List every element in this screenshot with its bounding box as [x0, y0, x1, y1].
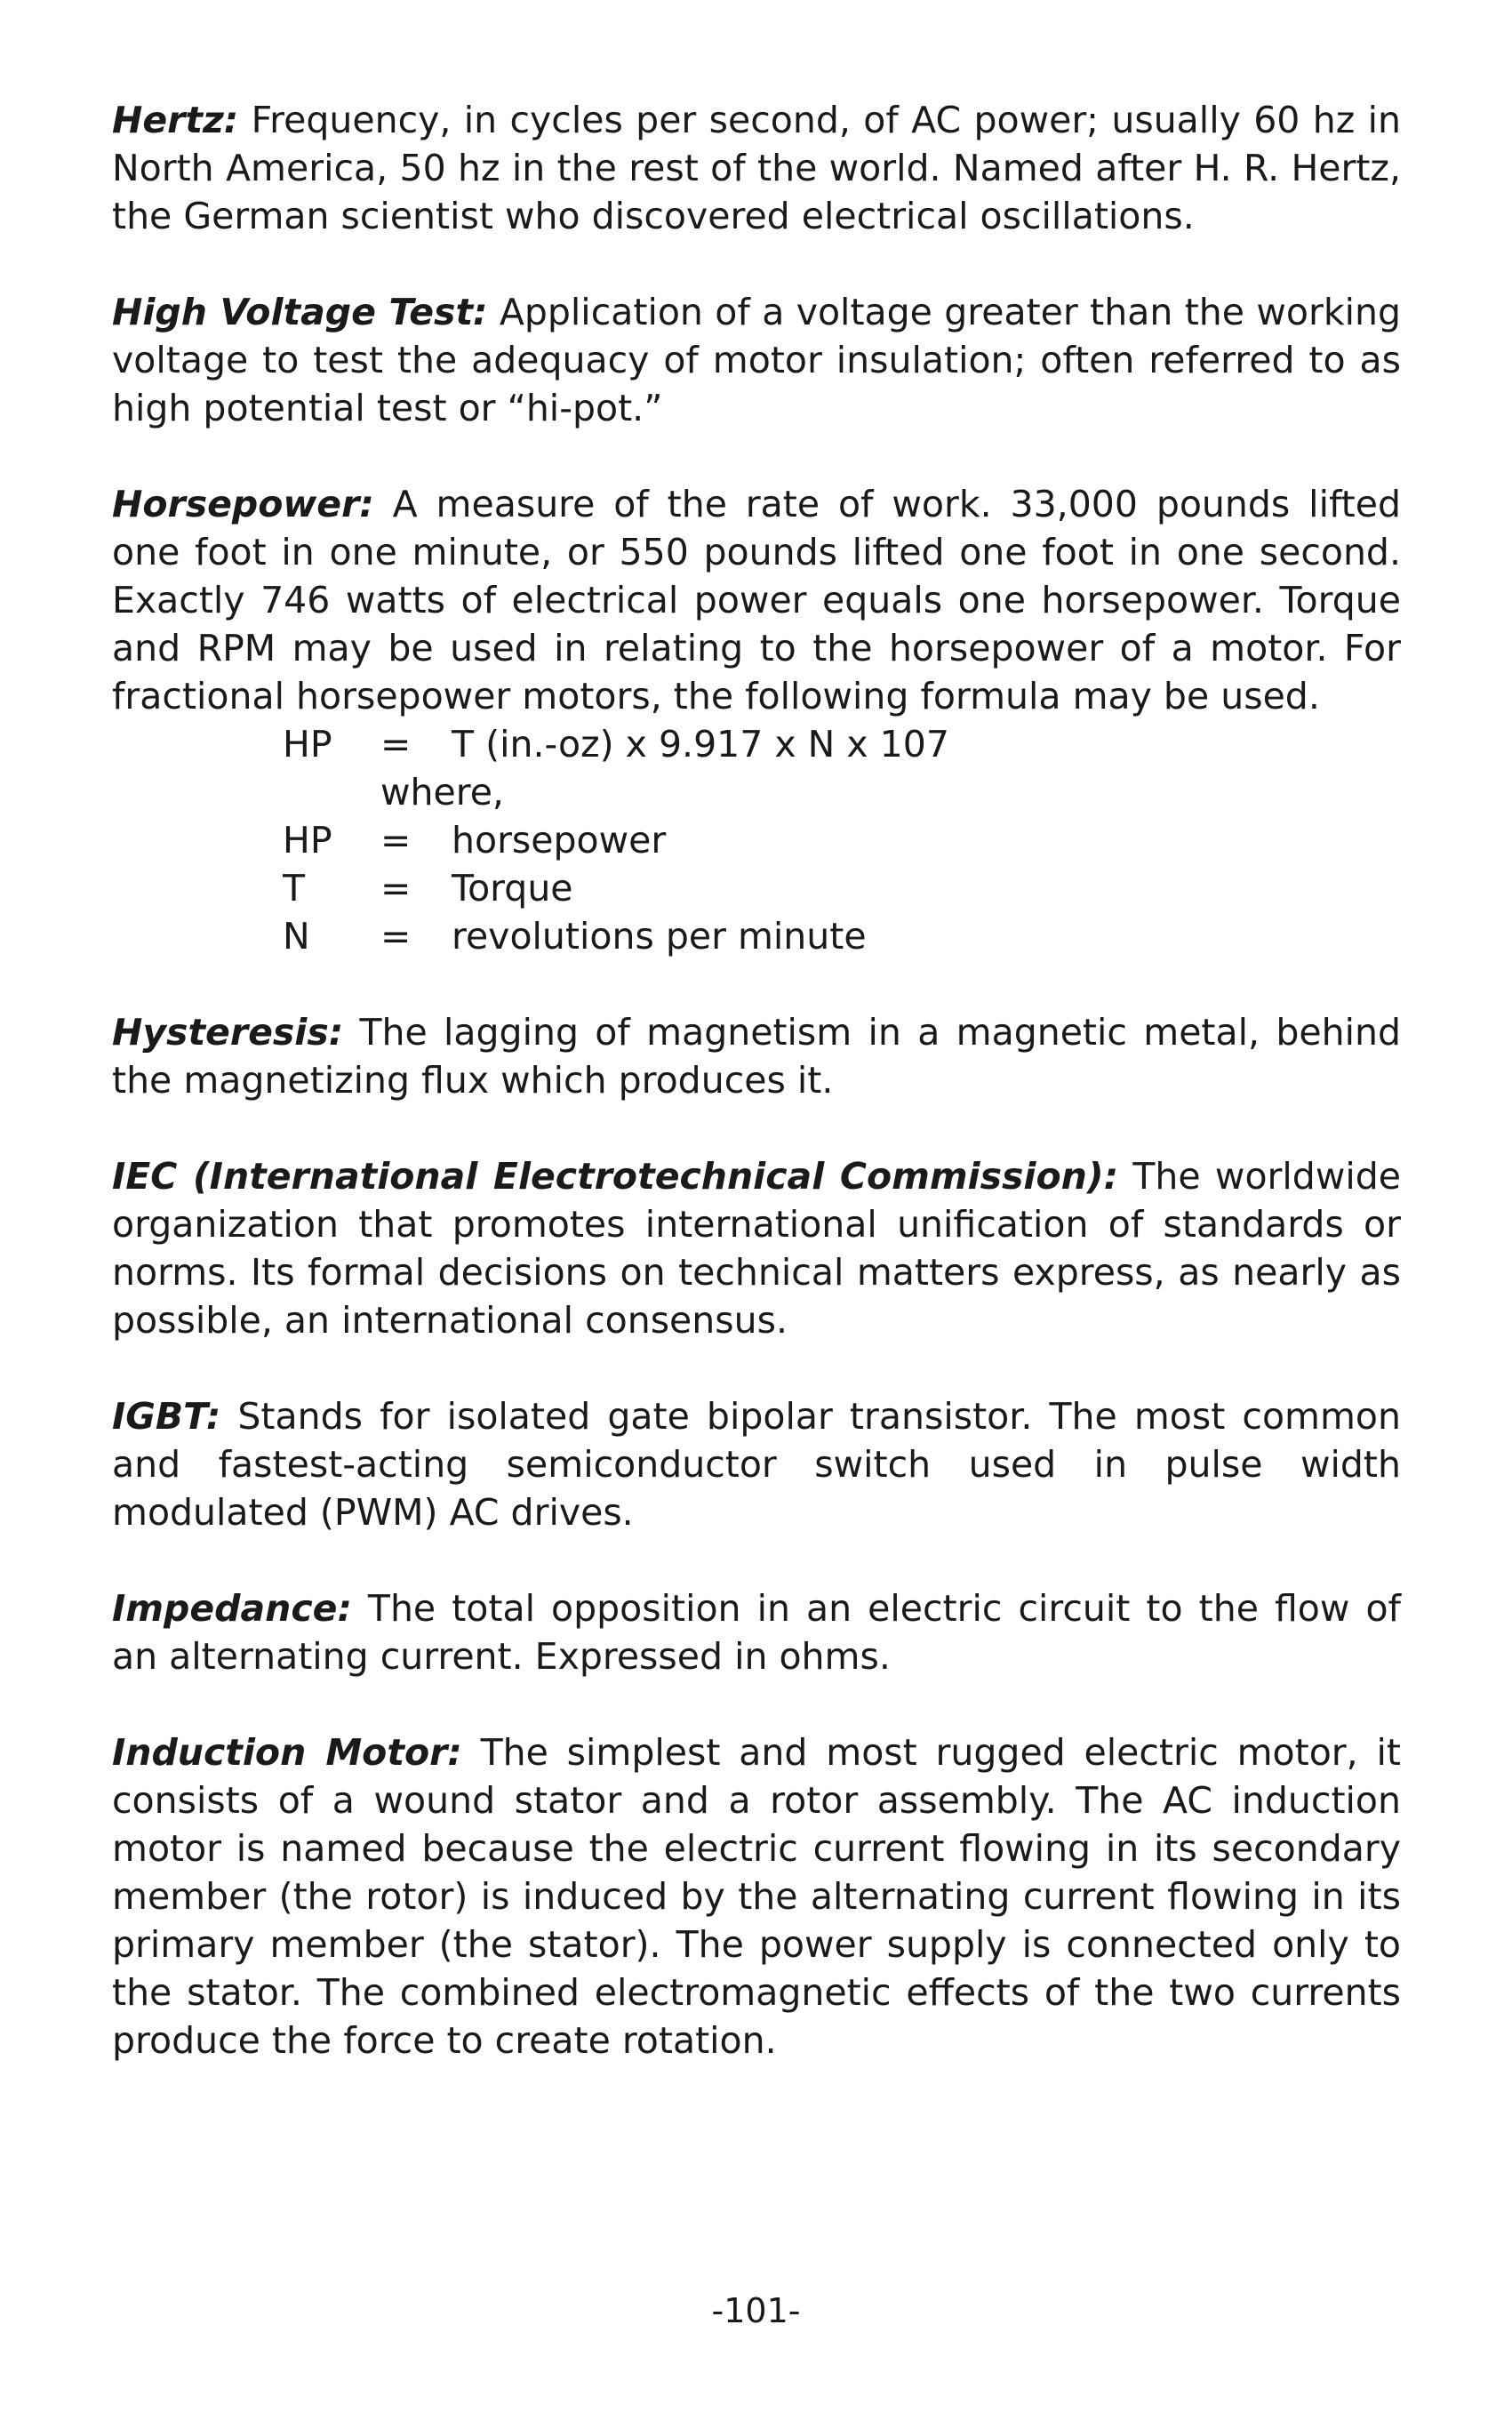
entry-high-voltage-test	[112, 288, 1401, 432]
entry-horsepower	[112, 480, 1401, 720]
formula-expression: T (in.-oz) x 9.917 x N x 107	[452, 723, 949, 766]
entry-hertz	[112, 96, 1401, 240]
definition-induction-motor: The simplest and most rugged electric motor, it consists of a wound stator and a rotor assembly. The AC induction motor is named because the electric current flowing in its secondary member (the rotor) is induced by the alternating current flowing in its primary member (the stator). The power supply is connected only to the stator. The combined electromagnetic effects of the two currents produce the force to create rotation.	[112, 1731, 1402, 2062]
formula-definition-row	[283, 912, 1401, 960]
term-iec: IEC (International Electrotechnical Commission):	[112, 1155, 1118, 1198]
definition-igbt: Stands for isolated gate bipolar transistor. The most common and fastest-acting semiconductor switch used in pulse width modulated (PWM) AC drives.	[112, 1395, 1401, 1534]
definition-horsepower: A measure of the rate of work. 33,000 pounds lifted one foot in one minute, or 550 pounds lifted one foot in one second. Exactly 746 watts of electrical power equals one horsepower. Torque and RPM may be used in relating to the horsepower of a motor. For fractional horsepower motors, the following formula may be used.	[112, 483, 1401, 717]
formula-equals: =	[380, 723, 412, 766]
entry-induction-motor	[112, 1728, 1401, 2064]
formula-def-meaning: revolutions per minute	[452, 915, 867, 958]
formula-def-symbol: HP	[283, 819, 332, 862]
formula-main-line	[283, 720, 1401, 768]
term-hysteresis: Hysteresis:	[112, 1011, 344, 1054]
term-igbt: IGBT:	[112, 1395, 221, 1438]
term-horsepower: Horsepower:	[112, 483, 374, 525]
definition-impedance: The total opposition in an electric circuit to the flow of an alternating current. Expressed in ohms.	[112, 1587, 1401, 1678]
formula-where-line	[283, 768, 1401, 816]
definition-high-voltage-test: Application of a voltage greater than the working voltage to test the adequacy of motor insulation; often referred to as high potential test or “hi-pot.”	[112, 291, 1401, 429]
entry-iec	[112, 1152, 1401, 1344]
term-induction-motor: Induction Motor:	[112, 1731, 462, 1774]
horsepower-formula	[283, 720, 1401, 960]
definition-hertz: Frequency, in cycles per second, of AC power; usually 60 hz in North America, 50 hz in the rest of the world. Named after H. R. Hertz, the German scientist who discovered electrical oscillations.	[112, 99, 1401, 237]
entry-impedance	[112, 1584, 1401, 1680]
page-number: -101-	[711, 2291, 801, 2330]
formula-symbol: HP	[283, 723, 332, 766]
glossary-page	[112, 96, 1401, 2112]
formula-def-equals: =	[380, 819, 412, 862]
definition-hysteresis: The lagging of magnetism in a magnetic metal, behind the magnetizing flux which produces it.	[112, 1011, 1401, 1102]
formula-definition-row	[283, 864, 1401, 912]
definition-iec: The worldwide organization that promotes international unification of standards or norms. Its formal decisions on technical matters express, as nearly as possible, an international consensus.	[112, 1155, 1401, 1342]
formula-def-meaning: horsepower	[452, 819, 667, 862]
entry-igbt	[112, 1392, 1401, 1536]
term-high-voltage-test: High Voltage Test:	[112, 291, 488, 333]
entry-hysteresis	[112, 1008, 1401, 1104]
term-hertz: Hertz:	[112, 99, 239, 141]
formula-where: where,	[380, 771, 504, 814]
formula-def-symbol: T	[283, 867, 306, 910]
formula-def-symbol: N	[283, 915, 310, 958]
formula-definition-row	[283, 816, 1401, 864]
formula-def-equals: =	[380, 867, 412, 910]
formula-def-equals: =	[380, 915, 412, 958]
term-impedance: Impedance:	[112, 1587, 352, 1630]
formula-def-meaning: Torque	[452, 867, 573, 910]
